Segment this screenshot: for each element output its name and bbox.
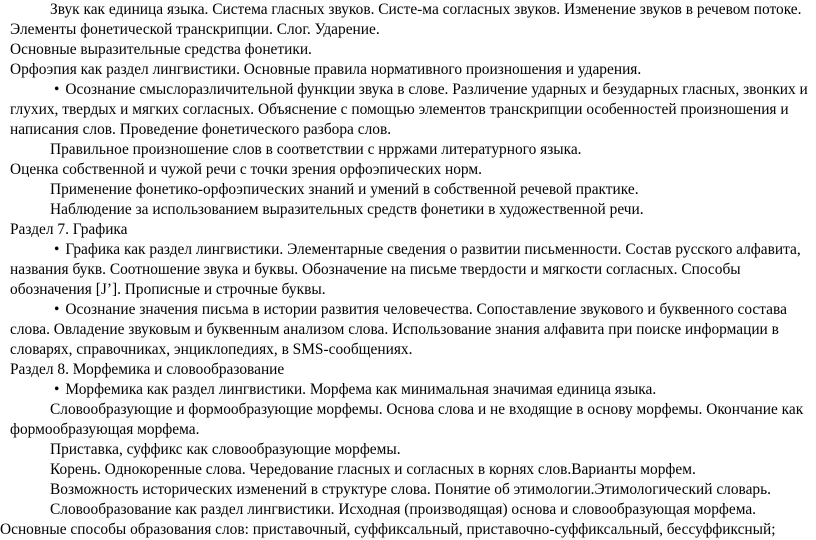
paragraph-prefix-suffix: Приставка, суффикс как словообразующие морфемы.	[50, 441, 401, 458]
bullet-icon: •	[54, 241, 60, 258]
paragraph-expressive-means: Основные выразительные средства фонетики.	[10, 41, 312, 58]
bullet-paragraph-writing-history	[10, 300, 816, 360]
paragraph-speech-evaluation: Оценка собственной и чужой речи с точки зрения орфоэпических норм.	[10, 161, 482, 178]
bullet-paragraph-sound-function	[10, 80, 816, 140]
bullet-icon: •	[54, 81, 60, 98]
bullet-text: Осознание значения письма в истории развития человечества. Сопоставление звукового и буквенного состава слова. Овладение звуковым и буквенным анализом слова. Использование знания алфавита при поиске информации в словарях, справочниках, энциклопедиях, в SMS-сообщениях.	[10, 301, 787, 358]
paragraph-observation: Наблюдение за использованием выразительных средств фонетики в художественной речи.	[50, 201, 644, 218]
paragraph-formation-methods: Основные способы образования слов: приставочный, суффиксальный, приставочно-суффиксальный, бессуффиксный;	[0, 521, 776, 538]
bullet-paragraph-morphemics	[10, 380, 816, 400]
bullet-text: Морфемика как раздел лингвистики. Морфема как минимальная значимая единица языка.	[65, 381, 657, 398]
section-heading-morphemics: Раздел 8. Морфемика и словообразование	[10, 361, 285, 378]
bullet-icon: •	[54, 381, 60, 398]
bullet-paragraph-graphics	[10, 240, 816, 300]
bullet-icon: •	[54, 301, 60, 318]
bullet-text: Графика как раздел лингвистики. Элементарные сведения о развитии письменности. Состав русского алфавита, названия букв. Соотношение звука и буквы. Обозначение на письме твердости и мягкости согласных. Способы обозначения [J’]. Прописные и строчные буквы.	[10, 241, 801, 298]
paragraph-pronunciation: Правильное произношение слов в соответствии с нрржами литературного языка.	[50, 141, 582, 158]
paragraph-historical-changes: Возможность исторических изменений в структуре слова. Понятие об этимологии.Этимологический словарь.	[50, 481, 771, 498]
paragraph-morphemes: Словообразующие и формообразующие морфемы. Основа слова и не входящие в основу морфемы. Окончание как формообразующая морфема.	[10, 401, 804, 438]
paragraph-phonetics-units: Звук как единица языка. Система гласных звуков. Систе-ма согласных звуков. Изменение звуков в речевом потоке. Элементы фонетической транскрипции. Слог. Ударение.	[10, 1, 802, 38]
section-heading-graphics: Раздел 7. Графика	[10, 221, 128, 238]
bullet-text: Осознание смыслоразличительной функции звука в слове. Различение ударных и безударных гласных, звонких и глухих, твердых и мягких согласных. Объяснение с помощью элементов транскрипции особенностей произношения и написания слов. Проведение фонетического разбора слов.	[10, 81, 808, 138]
paragraph-orthoepy: Орфоэпия как раздел лингвистики. Основные правила нормативного произношения и ударения.	[10, 61, 642, 78]
paragraph-root: Корень. Однокоренные слова. Чередование гласных и согласных в корнях слов.Варианты морфем.	[50, 461, 696, 478]
paragraph-word-formation: Словообразование как раздел лингвистики. Исходная (производящая) основа и словообразующая морфема.	[50, 501, 757, 518]
paragraph-application: Применение фонетико-орфоэпических знаний и умений в собственной речевой практике.	[50, 181, 639, 198]
